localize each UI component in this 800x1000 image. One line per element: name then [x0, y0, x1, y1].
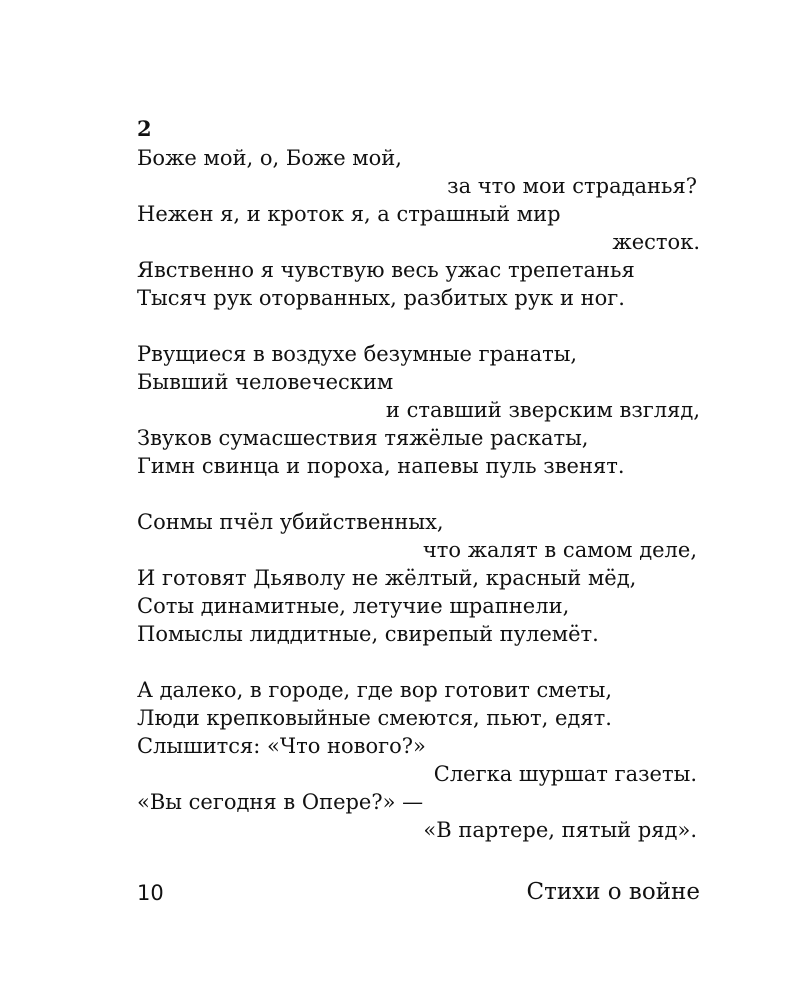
- poem-line: Соты динамитные, летучие шрапнели,: [137, 594, 570, 618]
- poem-line: Нежен я, и кроток я, а страшный мир: [137, 202, 561, 226]
- poem-line: Звуков сумасшествия тяжёлые раскаты,: [137, 426, 589, 450]
- stanza: [137, 676, 700, 844]
- poem-line: Боже мой, о, Боже мой,: [137, 146, 402, 170]
- stanza: [137, 508, 700, 648]
- poem-line: Слышится: «Что нового?»: [137, 734, 426, 758]
- poem-number: 2: [137, 116, 152, 141]
- poem-line: Тысяч рук оторванных, разбитых рук и ног.: [137, 286, 625, 310]
- stanza: [137, 144, 700, 312]
- poem-line: Люди крепковыйные смеются, пьют, едят.: [137, 706, 612, 730]
- poem-line: Бывший человеческим: [137, 370, 394, 394]
- poem-line: Явственно я чувствую весь ужас трепетанья: [137, 258, 635, 282]
- poem-line: Рвущиеся в воздухе безумные гранаты,: [137, 342, 578, 366]
- poem-line: и ставший зверским взгляд,: [385, 398, 700, 422]
- poem: [137, 114, 700, 872]
- poem-line: Гимн свинца и пороха, напевы пуль звенят.: [137, 454, 625, 478]
- poem-line: Слегка шуршат газеты.: [433, 762, 697, 786]
- poem-line: «В партере, пятый ряд».: [423, 818, 697, 842]
- poem-line: «Вы сегодня в Опере?» —: [137, 790, 424, 814]
- poem-line: А далеко, в городе, где вор готовит сметы,: [137, 678, 613, 702]
- stanza: [137, 340, 700, 480]
- poem-line: И готовят Дьяволу не жёлтый, красный мёд,: [137, 566, 637, 590]
- poem-line: что жалят в самом деле,: [422, 538, 697, 562]
- poem-line: жесток.: [612, 230, 700, 254]
- poem-line: Помыслы лиддитные, свирепый пулемёт.: [137, 622, 599, 646]
- poem-line: Сонмы пчёл убийственных,: [137, 510, 444, 534]
- poem-line: за что мои страданья?: [447, 174, 697, 198]
- running-footer-title: Стихи о войне: [526, 879, 700, 905]
- page-number: 10: [137, 881, 164, 905]
